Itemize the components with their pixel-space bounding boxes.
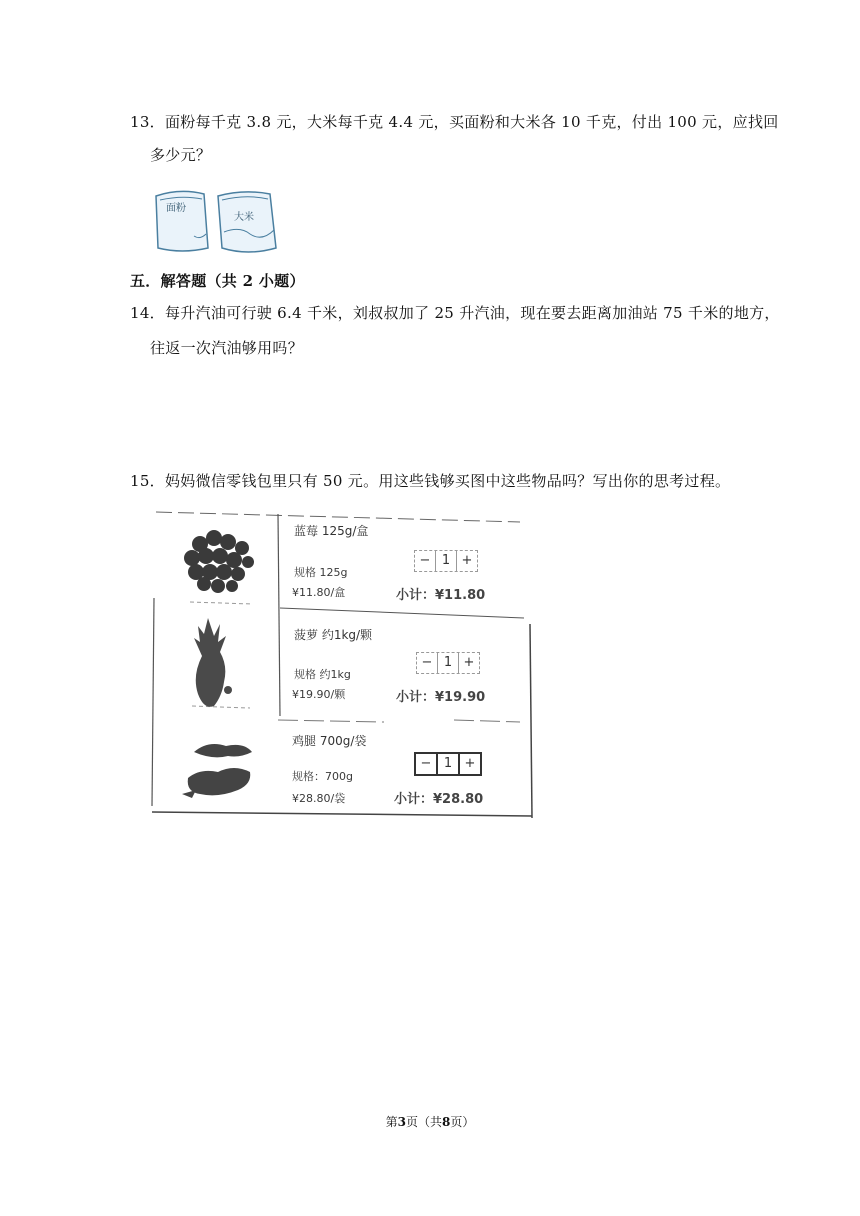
shopping-cart-image	[148, 506, 534, 822]
current-page-number: 3	[397, 1115, 406, 1129]
item-price: ¥19.90/颗	[292, 688, 346, 701]
footer-mid: 页（共	[405, 1115, 442, 1129]
q15-line1: 15．妈妈微信零钱包里只有 50 元。用这些钱够买图中这些物品吗？写出你的思考过程。	[130, 472, 731, 490]
item-subtotal: 小计：¥11.80	[396, 588, 486, 603]
item-price: ¥11.80/盒	[292, 586, 346, 599]
item-title: 菠萝 约1kg/颗	[294, 628, 373, 642]
q14-line2: 往返一次汽油够用吗？	[150, 339, 304, 357]
page-footer	[0, 1113, 860, 1130]
minus-button[interactable]: −	[421, 655, 433, 670]
quantity-value: 1	[435, 551, 457, 571]
pineapple-icon	[194, 618, 232, 707]
footer-suffix: 页）	[450, 1115, 475, 1129]
blueberry-icon	[184, 530, 254, 593]
item-title: 鸡腿 700g/袋	[292, 734, 367, 748]
q13-line2: 多少元？	[150, 146, 212, 164]
flour-rice-sacks-image	[150, 186, 282, 256]
item-spec: 规格 125g	[294, 566, 348, 579]
footer-prefix: 第	[385, 1115, 398, 1129]
section-heading: 五．解答题（共 2 小题）	[130, 272, 305, 290]
q13-line1: 13．面粉每千克 3.8 元，大米每千克 4.4 元，买面粉和大米各 10 千克，付出 100 元，应找回	[130, 113, 779, 131]
quantity-value: 1	[437, 653, 459, 673]
quantity-value: 1	[436, 754, 460, 774]
plus-button[interactable]: +	[464, 756, 476, 771]
total-pages-number: 8	[442, 1115, 451, 1129]
item-spec: 规格 约1kg	[294, 668, 351, 681]
minus-button[interactable]: −	[419, 553, 431, 568]
quantity-stepper[interactable]	[414, 752, 482, 776]
q14-line1: 14．每升汽油可行驶 6.4 千米，刘叔叔加了 25 升汽油，现在要去距离加油站 75 千米的地方，	[130, 304, 780, 322]
item-spec: 规格：700g	[292, 770, 353, 783]
flour-sack-label: 面粉	[166, 203, 186, 214]
item-title: 蓝莓 125g/盒	[294, 524, 369, 538]
quantity-stepper[interactable]	[416, 652, 480, 674]
item-subtotal: 小计：¥19.90	[396, 690, 486, 705]
minus-button[interactable]: −	[420, 756, 432, 771]
rice-sack-label: 大米	[234, 212, 254, 223]
plus-button[interactable]: +	[463, 655, 475, 670]
item-subtotal: 小计：¥28.80	[394, 792, 484, 807]
chicken-leg-icon	[182, 744, 252, 798]
quantity-stepper[interactable]	[414, 550, 478, 572]
item-price: ¥28.80/袋	[292, 792, 346, 805]
plus-button[interactable]: +	[461, 553, 473, 568]
